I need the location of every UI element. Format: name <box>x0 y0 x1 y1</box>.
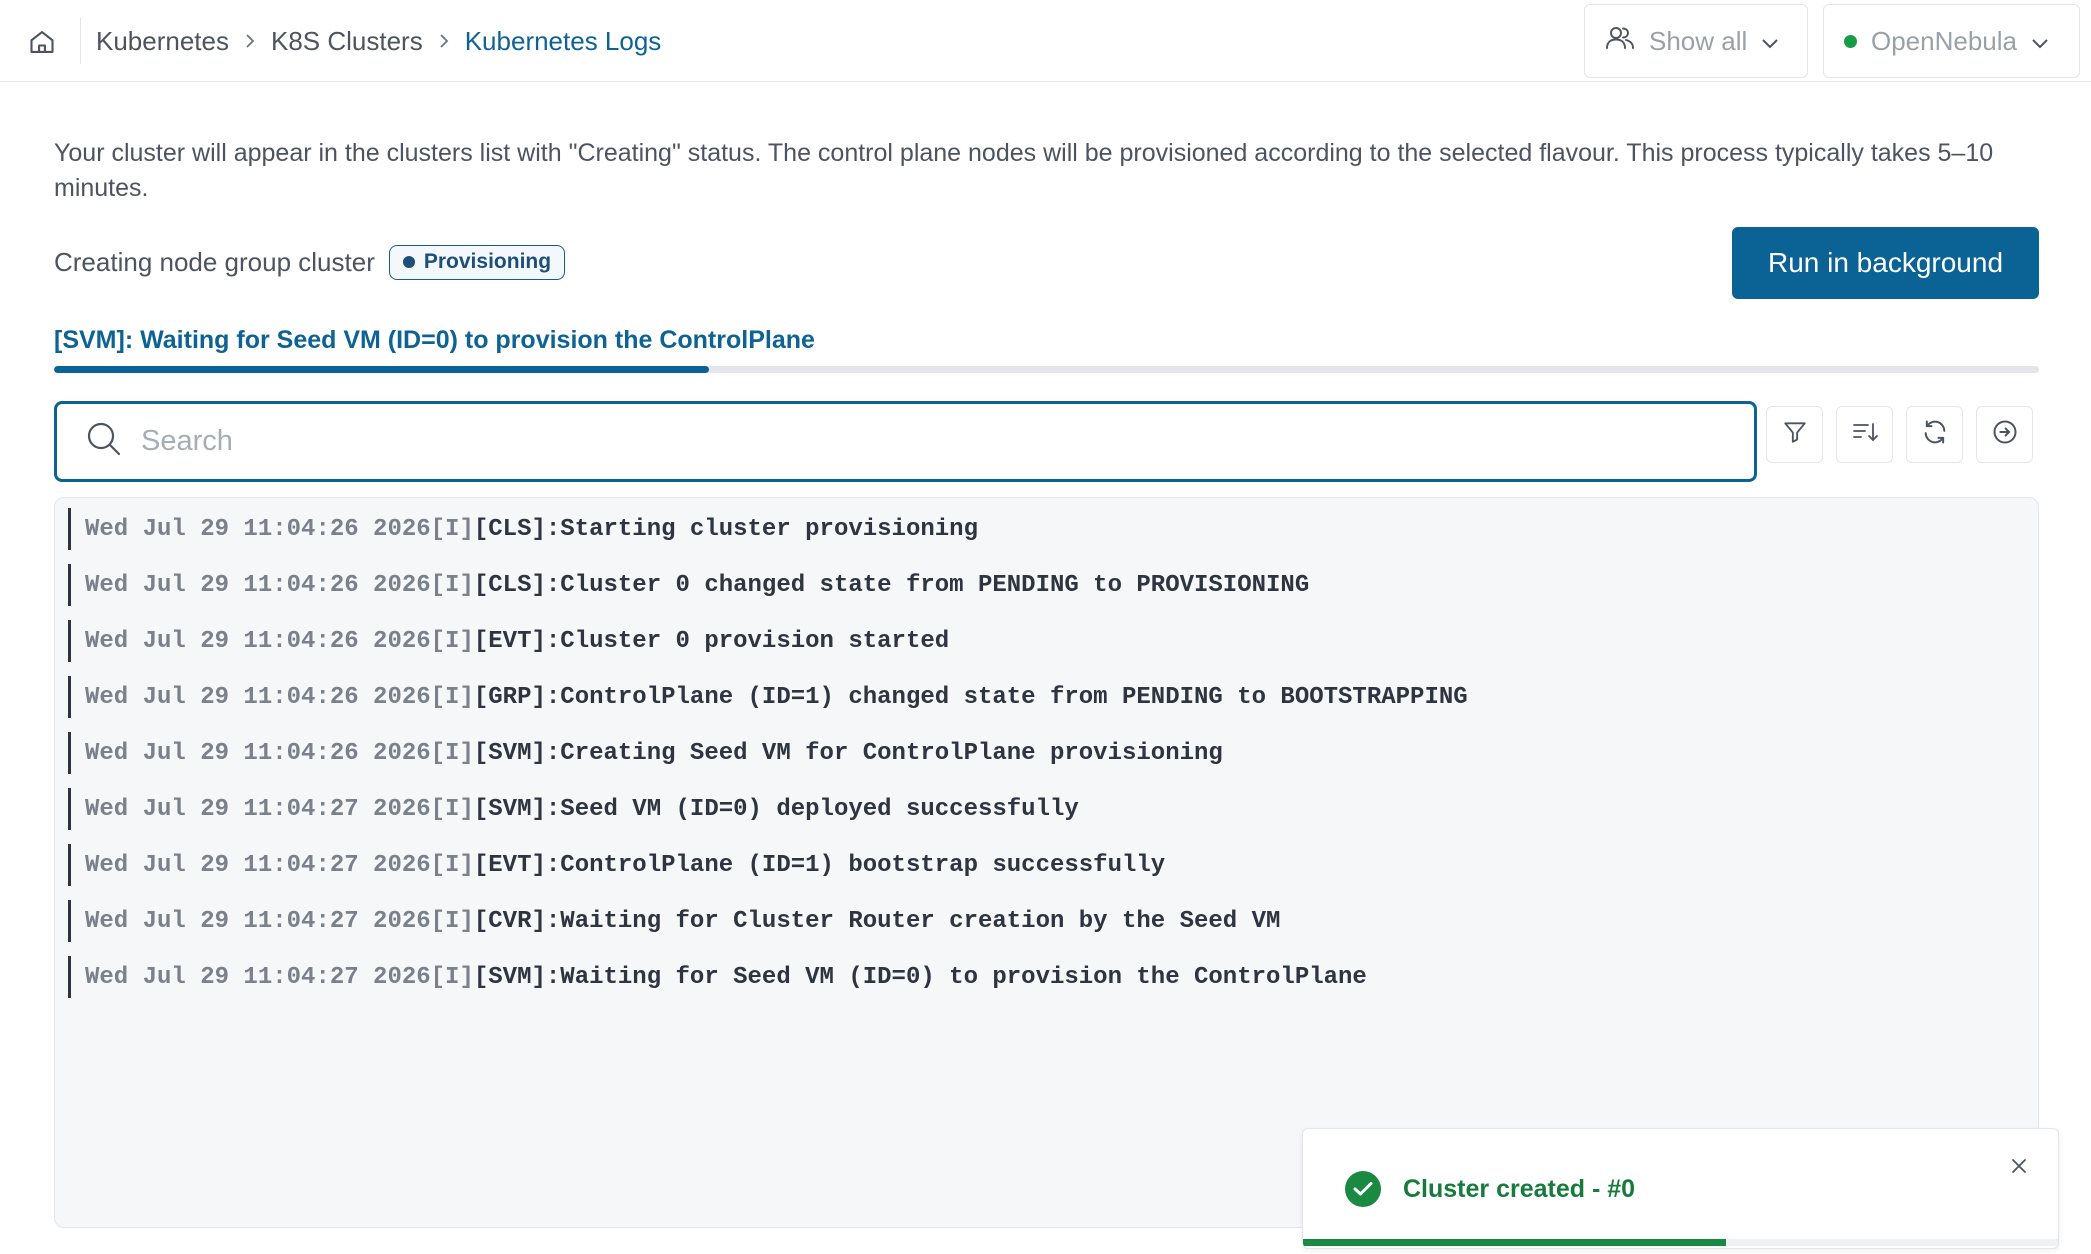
breadcrumb <box>96 18 661 64</box>
log-line <box>68 900 2038 942</box>
log-message: Waiting for Cluster Router creation by the Seed VM <box>560 907 1281 935</box>
log-message: Waiting for Seed VM (ID=0) to provision the ControlPlane <box>560 963 1367 991</box>
log-timestamp: Wed Jul 29 11:04:26 2026 <box>85 627 431 655</box>
log-timestamp: Wed Jul 29 11:04:27 2026 <box>85 963 431 991</box>
log-message: Creating Seed VM for ControlPlane provisioning <box>560 739 1223 767</box>
chevron-down-icon <box>1761 26 1779 57</box>
log-level: [I] <box>430 907 474 935</box>
log-message: Cluster 0 provision started <box>560 627 950 655</box>
divider <box>80 18 81 64</box>
search-input[interactable] <box>141 425 1701 458</box>
close-icon[interactable] <box>2008 1155 2030 1177</box>
toast-progress-fill <box>1303 1239 1726 1246</box>
log-timestamp: Wed Jul 29 11:04:27 2026 <box>85 851 431 879</box>
breadcrumb-item-k8s-clusters[interactable]: K8S Clusters <box>270 25 423 56</box>
status-dot-icon <box>1844 35 1857 48</box>
log-tag: [CVR]: <box>473 907 561 935</box>
show-all-dropdown[interactable] <box>1584 4 1808 78</box>
toast-progress-bar <box>1303 1239 2058 1246</box>
follow-logs-button[interactable] <box>1976 406 2033 463</box>
status-badge-label: Provisioning <box>423 249 552 273</box>
log-line <box>68 788 2038 830</box>
log-line <box>68 844 2038 886</box>
log-tag: [CLS]: <box>473 571 561 599</box>
sort-icon <box>1851 419 1879 450</box>
log-message: ControlPlane (ID=1) changed state from PENDING to BOOTSTRAPPING <box>560 683 1468 711</box>
log-level: [I] <box>430 515 474 543</box>
search-box[interactable] <box>54 401 1757 482</box>
provision-progress-bar <box>54 366 2039 373</box>
run-in-background-button[interactable]: Run in background <box>1732 227 2039 299</box>
log-message: Starting cluster provisioning <box>560 515 978 543</box>
log-line <box>68 564 2038 606</box>
log-level: [I] <box>430 683 474 711</box>
log-line <box>68 620 2038 662</box>
status-row <box>54 242 565 282</box>
status-badge <box>389 245 565 280</box>
cloud-label: OpenNebula <box>1871 25 2017 56</box>
filter-icon <box>1782 419 1808 450</box>
log-tag: [GRP]: <box>473 683 561 711</box>
log-panel <box>54 497 2039 1228</box>
log-timestamp: Wed Jul 29 11:04:26 2026 <box>85 683 431 711</box>
breadcrumb-item-current: Kubernetes Logs <box>464 25 662 56</box>
toast-notification <box>1302 1128 2059 1249</box>
info-text: Your cluster will appear in the clusters list with "Creating" status. The control plane nodes will be provisioned according to the selected flavour. This process typically takes 5–10 minutes. <box>54 139 1994 202</box>
log-tag: [SVM]: <box>473 795 561 823</box>
refresh-icon <box>1921 418 1949 451</box>
log-message: Cluster 0 changed state from PENDING to PROVISIONING <box>560 571 1310 599</box>
log-line <box>68 676 2038 718</box>
log-tag: [SVM]: <box>473 963 561 991</box>
chevron-right-icon <box>243 32 257 50</box>
log-level: [I] <box>430 795 474 823</box>
log-level: [I] <box>430 571 474 599</box>
chevron-right-icon <box>437 32 451 50</box>
log-line <box>68 732 2038 774</box>
log-timestamp: Wed Jul 29 11:04:26 2026 <box>85 515 431 543</box>
breadcrumb-item-kubernetes[interactable]: Kubernetes <box>96 25 229 56</box>
check-circle-icon <box>1345 1171 1381 1207</box>
sort-button[interactable] <box>1836 406 1893 463</box>
toast-message: Cluster created - #0 <box>1403 1174 1636 1203</box>
log-message: Seed VM (ID=0) deployed successfully <box>560 795 1079 823</box>
log-level: [I] <box>430 739 474 767</box>
log-message: ControlPlane (ID=1) bootstrap successfully <box>560 851 1166 879</box>
log-timestamp: Wed Jul 29 11:04:26 2026 <box>85 571 431 599</box>
log-timestamp: Wed Jul 29 11:04:26 2026 <box>85 739 431 767</box>
top-bar <box>0 0 2091 82</box>
log-tag: [EVT]: <box>473 851 561 879</box>
search-icon <box>85 420 123 463</box>
provision-progress-fill <box>54 366 709 373</box>
follow-icon <box>1991 418 2019 451</box>
users-icon <box>1605 24 1635 59</box>
cloud-selector[interactable] <box>1823 4 2080 78</box>
log-line <box>68 508 2038 550</box>
chevron-down-icon <box>2031 26 2049 57</box>
log-timestamp: Wed Jul 29 11:04:27 2026 <box>85 795 431 823</box>
log-level: [I] <box>430 851 474 879</box>
log-line <box>68 956 2038 998</box>
filter-button[interactable] <box>1766 406 1823 463</box>
home-icon[interactable] <box>22 22 62 62</box>
log-tag: [EVT]: <box>473 627 561 655</box>
status-label: Creating node group cluster <box>54 246 375 277</box>
refresh-button[interactable] <box>1906 406 1963 463</box>
log-level: [I] <box>430 627 474 655</box>
show-all-label: Show all <box>1649 25 1748 56</box>
log-timestamp: Wed Jul 29 11:04:27 2026 <box>85 907 431 935</box>
log-level: [I] <box>430 963 474 991</box>
log-tag: [CLS]: <box>473 515 561 543</box>
log-tag: [SVM]: <box>473 739 561 767</box>
current-step-label: [SVM]: Waiting for Seed VM (ID=0) to provision the ControlPlane <box>54 326 815 354</box>
badge-dot-icon <box>403 256 415 268</box>
